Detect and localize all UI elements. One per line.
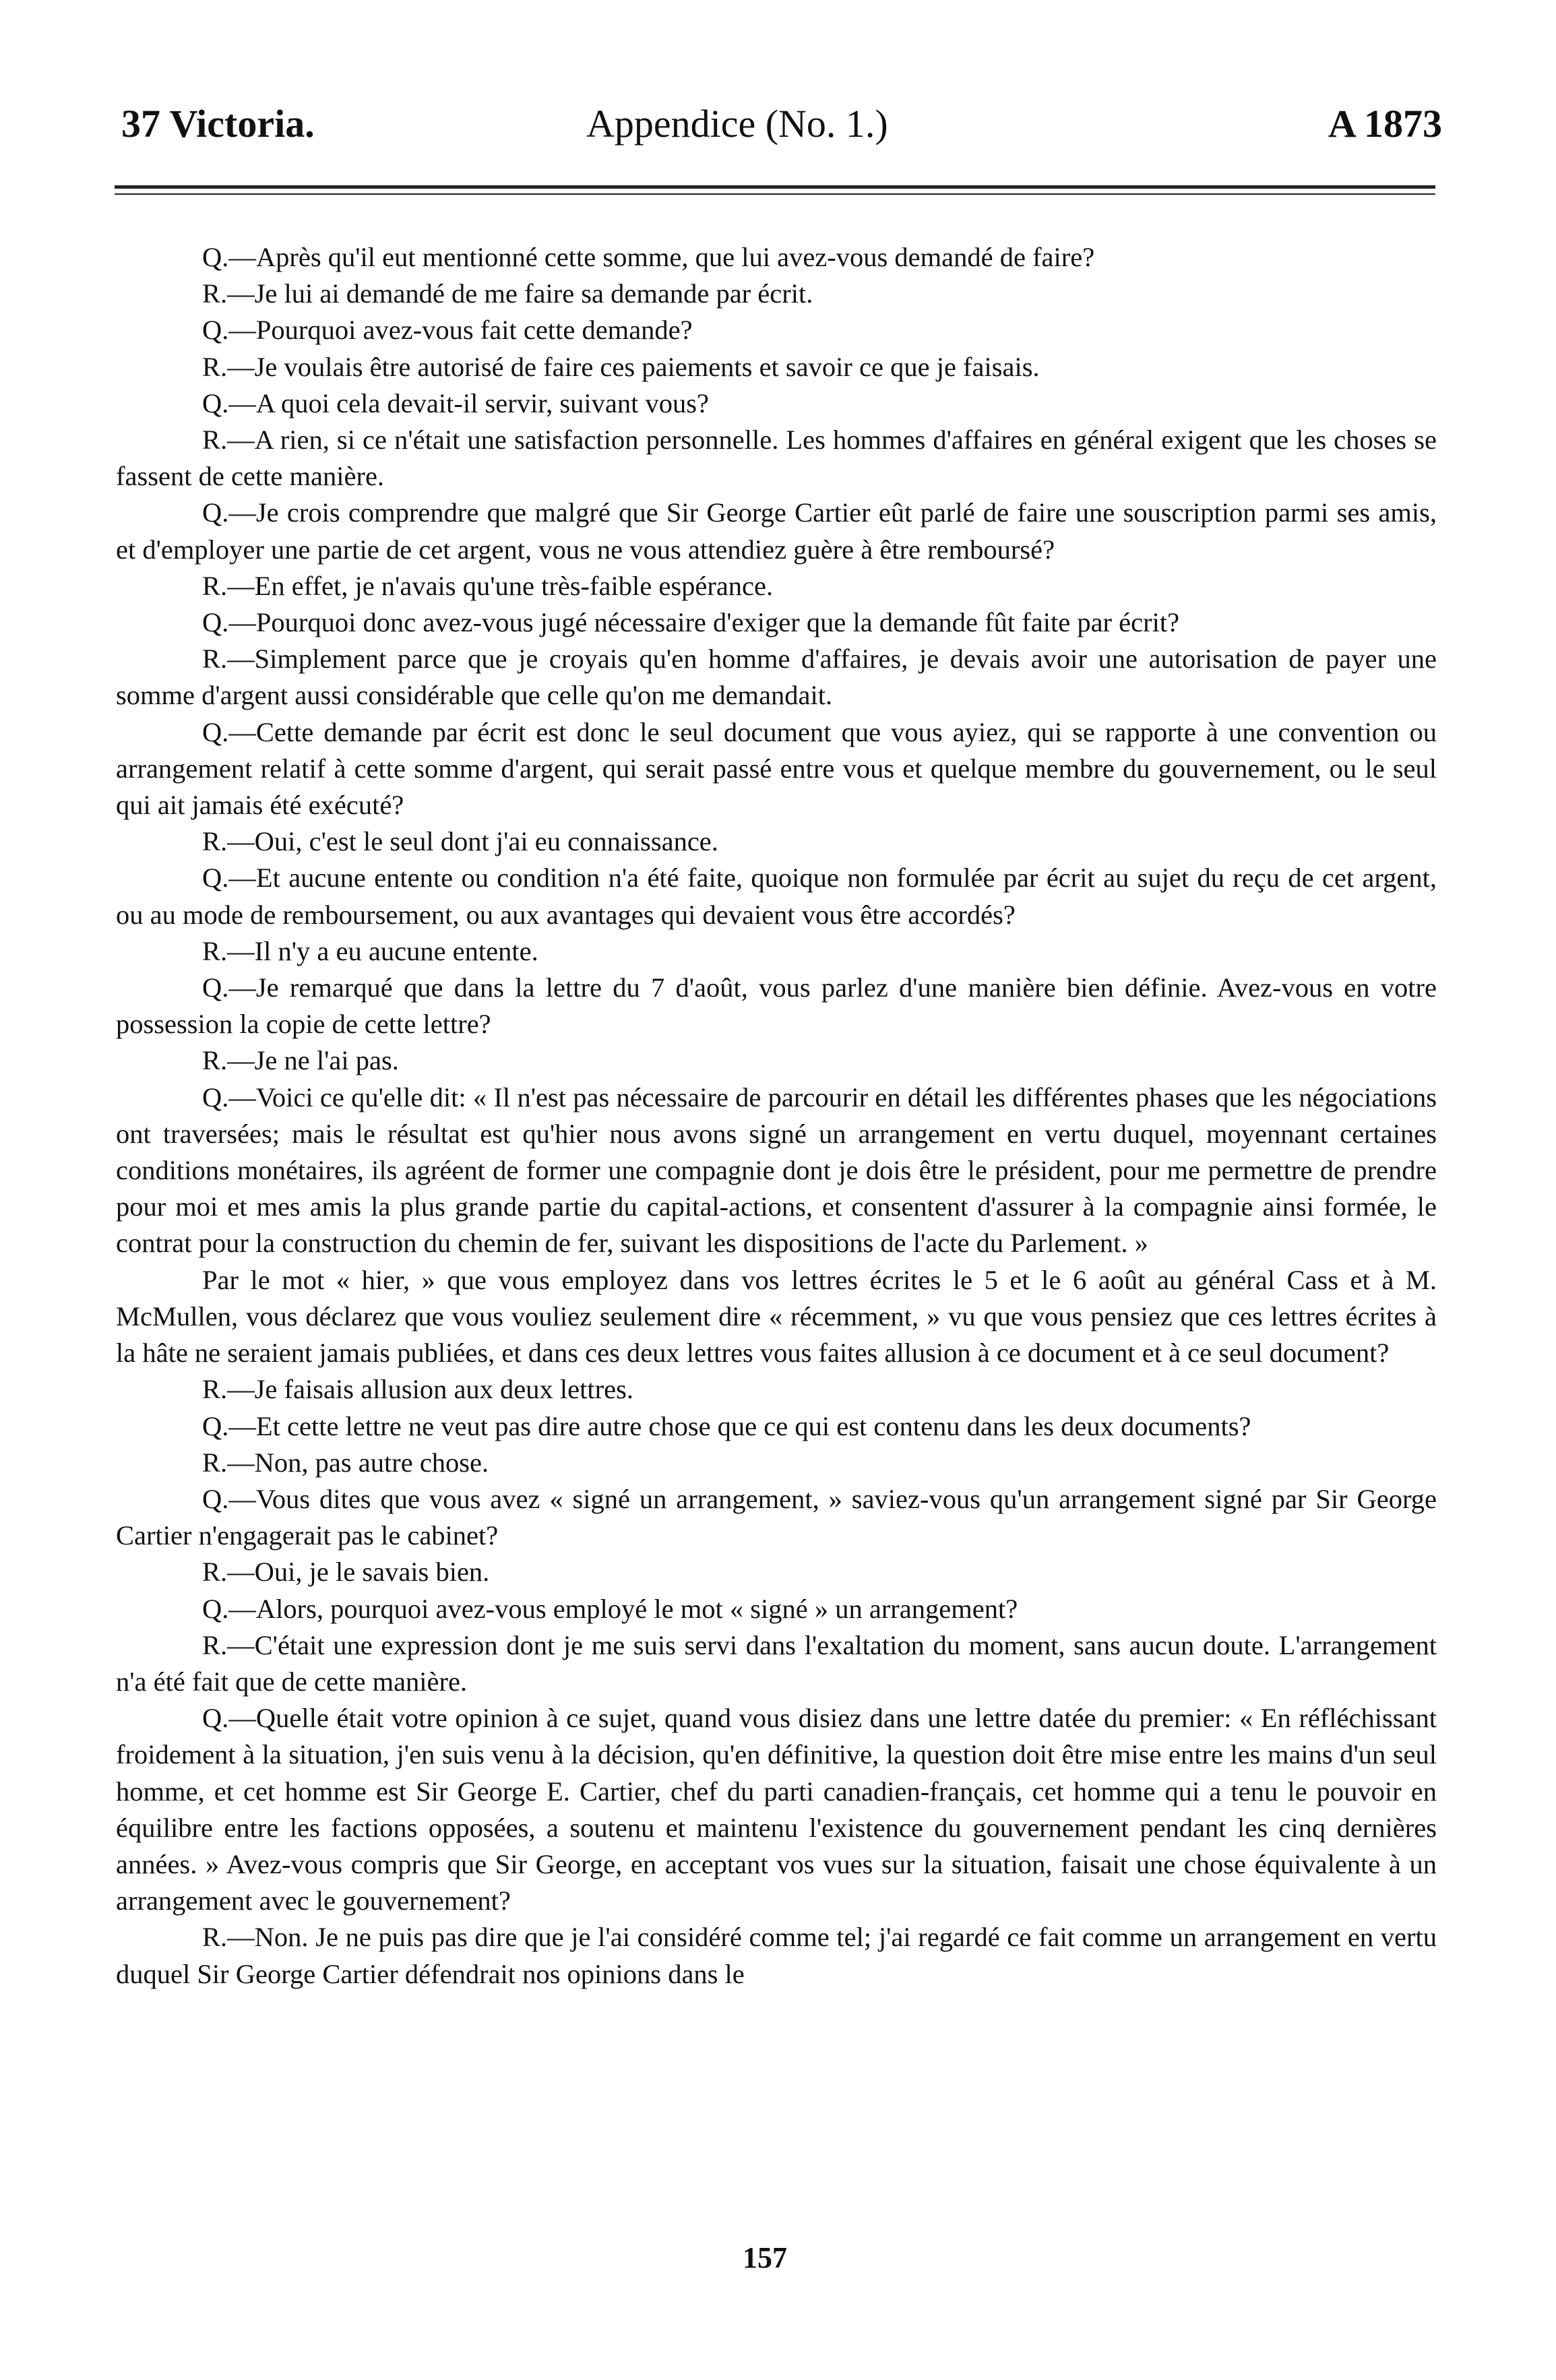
paragraph: Q.—Quelle était votre opinion à ce sujet, quand vous disiez dans une lettre datée du premier: « En réfléchissant froidement à la situation, j'en suis venu à la décision, qu'en définitive, la question doit être mise entre les mains d'un seul homme, et cet homme est Sir George E. Cartier, chef du parti canadien-français, cet homme qui a tenu le pouvoir en équilibre entre les factions opposées, a soutenu et maintenu l'existence du gouvernement pendant les cinq dernières années. » Avez-vous compris que Sir George, en acceptant vos vues sur la situation, faisait une chose équivalente à un arrangement avec le gouvernement?	[116, 1703, 1437, 1916]
paragraph: R.—Simplement parce que je croyais qu'en homme d'affaires, je devais avoir une autorisation de payer une somme d'argent aussi considérable que celle qu'on me demandait.	[116, 644, 1437, 711]
paragraph: Q.—Et aucune entente ou condition n'a été faite, quoique non formulée par écrit au sujet du reçu de cet argent, ou au mode de remboursement, ou aux avantages qui devaient vous être accordés?	[116, 863, 1437, 930]
paragraph: Par le mot « hier, » que vous employez dans vos lettres écrites le 5 et le 6 août au général Cass et à M. McMullen, vous déclarez que vous vouliez seulement dire « récemment, » vu que vous pensiez que ces lettres écrites à la hâte ne seraient jamais publiées, et dans ces deux lettres vous faites allusion à ce document et à ce seul document?	[116, 1264, 1437, 1369]
paragraph: R.—Il n'y a eu aucune entente.	[202, 935, 538, 966]
paragraph: R.—Oui, c'est le seul dont j'ai eu connaissance.	[202, 826, 718, 857]
header-rule-thick	[115, 185, 1435, 189]
paragraph: Q.—Et cette lettre ne veut pas dire autre chose que ce qui est contenu dans les deux documents?	[202, 1410, 1251, 1441]
header-year: A 1873	[1328, 102, 1442, 146]
paragraph: Q.—Pourquoi avez-vous fait cette demande?	[202, 315, 693, 346]
paragraph: R.—A rien, si ce n'était une satisfaction personnelle. Les hommes d'affaires en général exigent que les choses se fassent de cette manière.	[116, 425, 1437, 492]
paragraph: R.—Je voulais être autorisé de faire ces paiements et savoir ce que je faisais.	[202, 351, 1040, 382]
paragraph: R.—Oui, je le savais bien.	[202, 1557, 490, 1588]
paragraph: Q.—Après qu'il eut mentionné cette somme, que lui avez-vous demandé de faire?	[202, 242, 1095, 272]
page-number: 157	[743, 2241, 787, 2274]
paragraph: R.—Non. Je ne puis pas dire que je l'ai considéré comme tel; j'ai regardé ce fait comme un arrangement en vertu duquel Sir George Cartier défendrait nos opinions dans le	[116, 1922, 1437, 1989]
paragraph: Q.—Alors, pourquoi avez-vous employé le mot « signé » un arrangement?	[202, 1593, 1018, 1624]
body-text	[116, 239, 1437, 1993]
paragraph: Q.—Cette demande par écrit est donc le seul document que vous ayiez, qui se rapporte à une convention ou arrangement relatif à cette somme d'argent, qui serait passé entre vous et quelque membre du gouvernement, ou le seul qui ait jamais été exécuté?	[116, 716, 1437, 821]
paragraph: R.—C'était une expression dont je me suis servi dans l'exaltation du moment, sans aucun doute. L'arrangement n'a été fait que de cette manière.	[116, 1629, 1437, 1697]
running-header	[101, 101, 1442, 155]
paragraph: Q.—Voici ce qu'elle dit: « Il n'est pas nécessaire de parcourir en détail les différentes phases que les négociations ont traversées; mais le résultat est qu'hier nous avons signé un arrangement en vertu duquel, moyennant certaines conditions monétaires, ils agréent de former une compagnie dont je dois être le président, pour me permettre de prendre pour moi et mes amis la plus grande partie du capital-actions, et consentent d'assurer à la compagnie ainsi formée, le contrat pour la construction du chemin de fer, suivant les dispositions de l'acte du Parlement. »	[116, 1082, 1437, 1259]
paragraph: R.—Je lui ai demandé de me faire sa demande par écrit.	[202, 278, 813, 309]
paragraph: R.—Je faisais allusion aux deux lettres.	[202, 1374, 633, 1405]
paragraph: Q.—Je crois comprendre que malgré que Sir George Cartier eût parlé de faire une souscription parmi ses amis, et d'employer une partie de cet argent, vous ne vous attendiez guère à être remboursé?	[116, 497, 1437, 565]
header-appendix: Appendice (No. 1.)	[586, 102, 888, 146]
paragraph: Q.—A quoi cela devait-il servir, suivant vous?	[202, 387, 709, 418]
paragraph: Q.—Vous dites que vous avez « signé un arrangement, » saviez-vous qu'un arrangement signé par Sir George Cartier n'engagerait pas le cabinet?	[116, 1483, 1437, 1551]
paragraph: R.—Je ne l'ai pas.	[202, 1045, 399, 1076]
paragraph: Q.—Pourquoi donc avez-vous jugé nécessaire d'exiger que la demande fût faite par écrit?	[202, 607, 1180, 638]
header-rule-thin	[115, 193, 1435, 195]
paragraph: R.—Non, pas autre chose.	[202, 1447, 489, 1478]
paragraph: R.—En effet, je n'avais qu'une très-faible espérance.	[202, 570, 774, 601]
paragraph: Q.—Je remarqué que dans la lettre du 7 d'août, vous parlez d'une manière bien définie. Avez-vous en votre possession la copie de cette lettre?	[116, 972, 1437, 1040]
header-session: 37 Victoria.	[121, 102, 315, 146]
